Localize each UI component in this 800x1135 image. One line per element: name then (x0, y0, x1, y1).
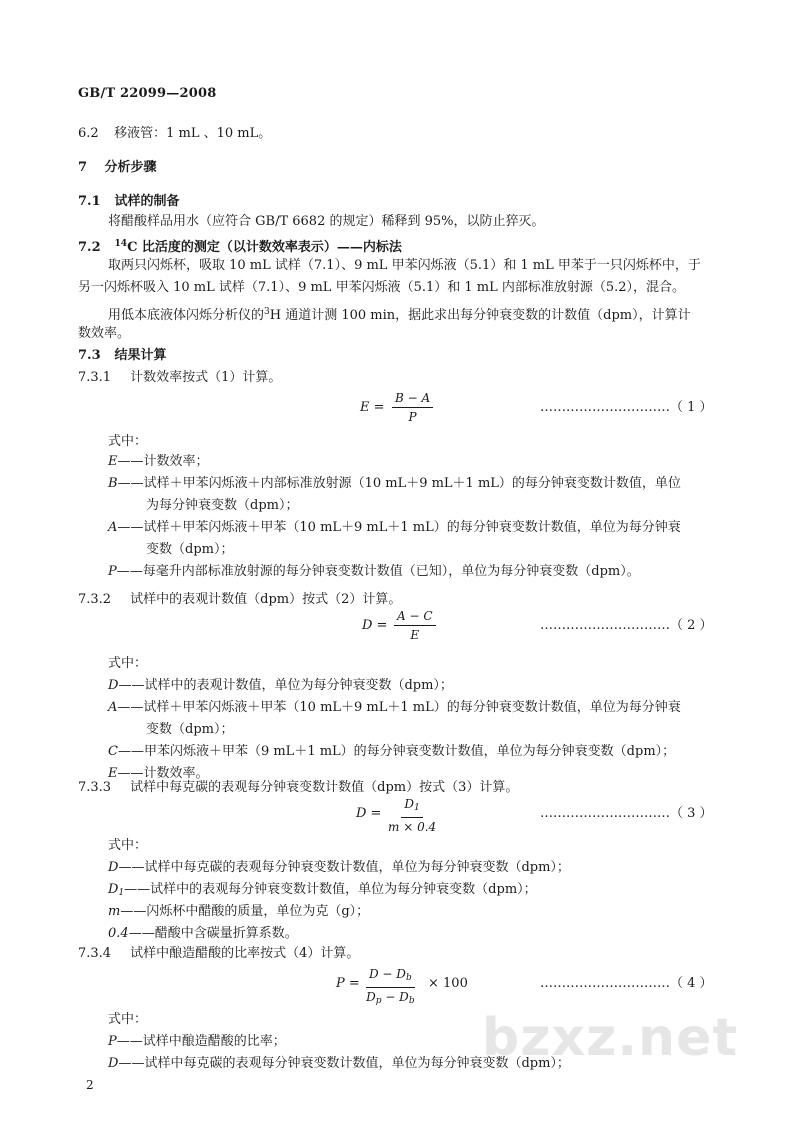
denominator-subscript: p (375, 996, 382, 1006)
numerator: B − A (392, 390, 433, 408)
definition-symbol-subscript: 1 (118, 888, 125, 898)
section-text: 计数效率按式（1）计算。 (130, 370, 282, 385)
denominator: m × 0.4 (388, 820, 437, 834)
definition-item (108, 474, 681, 494)
equation-4 (0, 962, 800, 1006)
definition-text: 计数效率； (143, 454, 209, 469)
definition-symbol: E (108, 454, 118, 469)
definition-text: 试样中的表观每分钟衰变数计数值，单位为每分钟衰变数（dpm）； (150, 882, 537, 897)
denominator-subscript: b (408, 996, 415, 1006)
section-title: 试样的制备 (114, 194, 180, 209)
text-run: 用低本底液体闪烁分析仪的 (108, 308, 265, 323)
section-title: 分析步骤 (104, 160, 157, 175)
definition-symbol: C (108, 744, 118, 759)
definition-dash: —— (118, 860, 145, 875)
section-7-1-heading (78, 192, 180, 212)
definition-symbol: P (108, 564, 117, 579)
equation-lhs: E = (360, 400, 385, 415)
section-7-2-para1-line1: 取两只闪烁杯，吸取 10 mL 试样（7.1）、9 mL 甲苯闪烁液（5.1）和 1 mL 甲苯于一只闪烁杯中，于 (108, 258, 701, 273)
isotope-superscript: 3 (264, 307, 270, 317)
section-number: 6.2 (78, 126, 99, 141)
numerator-text: D − D (369, 967, 406, 981)
denominator-text: − D (381, 990, 409, 1004)
definition-dash: —— (117, 744, 144, 759)
section-7-3-heading (78, 346, 167, 366)
section-7-3-1 (78, 368, 281, 388)
numerator: A − C (394, 608, 436, 626)
definition-text: 醋酸中含碳量折算系数。 (154, 926, 298, 941)
section-7-2-para2-line1 (108, 302, 691, 326)
definition-text: 变数（dpm）； (146, 722, 234, 737)
equation-lhs: D = (362, 618, 388, 633)
standard-code-header: GB/T 22099—2008 (78, 86, 217, 101)
definition-text: 试样中的表观计数值，单位为每分钟衰变数（dpm）； (144, 678, 453, 693)
definition-text: 变数（dpm）； (146, 542, 234, 557)
section-number: 7 (78, 160, 88, 175)
section-number: 7.3 (78, 348, 101, 363)
page-number: 2 (86, 1078, 94, 1092)
section-number: 7.3.2 (78, 592, 112, 607)
definition-text: 试样＋甲苯闪烁液＋内部标准放射源（10 mL＋9 mL＋1 mL）的每分钟衰变数计数值，单位 (143, 476, 681, 491)
section-title: 结果计算 (114, 348, 167, 363)
section-7-2-para1-line2: 另一闪烁杯吸入 10 mL 试样（7.1）、9 mL 甲苯闪烁液（5.1）和 1 mL 内部标准放射源（5.2），混合。 (78, 280, 686, 295)
definition-dash: —— (124, 882, 151, 897)
definition-text: 试样中每克碳的表观每分钟衰变数计数值，单位为每分钟衰变数（dpm）； (144, 1056, 570, 1071)
definition-dash: —— (120, 904, 147, 919)
equation-number: …………………………（ 4 ） (540, 976, 713, 991)
section-number: 7.2 (78, 240, 101, 255)
section-6-2 (78, 124, 271, 144)
definition-item (146, 720, 233, 740)
denominator (366, 988, 414, 1009)
definition-symbol: m (108, 904, 121, 919)
where-label: 式中： (108, 434, 148, 449)
text-run: H 通道计测 100 min，据此求出每分钟衰变数的计数值（dpm），计算计 (269, 308, 691, 323)
definition-symbol: A (108, 520, 118, 535)
equation-fraction (394, 608, 436, 643)
denominator-text: D (366, 990, 376, 1004)
definition-text: 甲苯闪烁液＋甲苯（9 mL＋1 mL）的每分钟衰变数计数值，单位为每分钟衰变数（dpm）； (143, 744, 676, 759)
definition-item (146, 540, 233, 560)
equation-3 (0, 794, 800, 838)
where-label: 式中： (108, 656, 148, 671)
section-7-heading (78, 158, 157, 178)
denominator: E (410, 628, 420, 642)
definition-symbol: D (108, 1056, 119, 1071)
definition-item (108, 902, 369, 922)
definition-symbol: E (108, 766, 118, 781)
definition-text: 闪烁杯中醋酸的质量，单位为克（g）； (146, 904, 370, 919)
definition-symbol: D (108, 678, 119, 693)
definition-text: 每毫升内部标准放射源的每分钟衰变数计数值（已知），单位为每分钟衰变数（dpm）。 (142, 564, 640, 579)
definition-item (108, 452, 209, 472)
numerator-subscript: 1 (414, 803, 420, 813)
definition-item (146, 496, 298, 516)
definition-dash: —— (116, 564, 143, 579)
definition-dash: —— (118, 1056, 145, 1071)
where-label: 式中： (108, 1012, 148, 1027)
section-7-3-4 (78, 944, 359, 964)
definition-dash: —— (117, 454, 144, 469)
definition-item (108, 924, 298, 944)
definition-item (108, 698, 681, 718)
definition-dash: —— (117, 476, 144, 491)
where-label: 式中： (108, 838, 148, 853)
definition-dash: —— (116, 1034, 143, 1049)
watermark-logo: bzxz.net (482, 1008, 739, 1068)
section-number: 7.3.4 (78, 946, 112, 961)
definition-symbol: D (108, 882, 119, 897)
section-text: 试样中的表观计数值（dpm）按式（2）计算。 (130, 592, 402, 607)
equation-fraction (388, 796, 436, 835)
section-number: 7.1 (78, 194, 101, 209)
definition-symbol: 0.4 (108, 926, 129, 941)
definition-item (108, 518, 681, 538)
definition-symbol: P (108, 1034, 117, 1049)
isotope-superscript: 14 (114, 239, 128, 249)
numerator (401, 796, 422, 818)
definition-item (108, 562, 640, 582)
section-title: C 比活度的测定（以计数效率表示）——内标法 (127, 240, 402, 255)
section-text: 试样中每克碳的表观每分钟衰变数计数值（dpm）按式（3）计算。 (130, 780, 519, 795)
equation-number: …………………………（ 3 ） (540, 806, 713, 821)
definition-text: 试样中每克碳的表观每分钟衰变数计数值，单位为每分钟衰变数（dpm）； (144, 860, 570, 875)
definition-text: 试样中酿造醋酸的比率； (142, 1034, 286, 1049)
definition-symbol: A (108, 700, 118, 715)
definition-text: 试样＋甲苯闪烁液＋甲苯（10 mL＋9 mL＋1 mL）的每分钟衰变数计数值，单位为每分钟衰 (143, 520, 681, 535)
equation-number: …………………………（ 1 ） (540, 400, 713, 415)
definition-dash: —— (117, 766, 144, 781)
equation-1 (0, 388, 800, 432)
definition-symbol: B (108, 476, 118, 491)
equation-lhs: D = (356, 806, 382, 821)
numerator-subscript: b (405, 973, 412, 983)
definition-item (108, 858, 570, 878)
section-7-2-para2-line2: 数效率。 (78, 326, 131, 341)
definition-item (108, 742, 675, 762)
definition-dash: —— (117, 700, 144, 715)
definition-symbol: D (108, 860, 119, 875)
definition-text: 计数效率。 (143, 766, 209, 781)
denominator: P (408, 410, 417, 424)
definition-item (108, 1032, 286, 1052)
section-number: 7.3.1 (78, 370, 112, 385)
definition-dash: —— (128, 926, 155, 941)
definition-dash: —— (117, 520, 144, 535)
section-text: 试样中酿造醋酸的比率按式（4）计算。 (130, 946, 360, 961)
equation-number: …………………………（ 2 ） (540, 618, 713, 633)
section-number: 7.3.3 (78, 780, 112, 795)
equation-fraction (366, 966, 415, 1009)
definition-text: 为每分钟衰变数（dpm）； (146, 498, 299, 513)
section-text: 移液管：1 mL 、10 mL。 (114, 126, 272, 141)
equation-lhs: P = (336, 976, 360, 991)
equation-multiplier: × 100 (428, 976, 468, 991)
definition-item (108, 880, 537, 903)
definition-text: 试样＋甲苯闪烁液＋甲苯（10 mL＋9 mL＋1 mL）的每分钟衰变数计数值，单位为每分钟衰 (143, 700, 681, 715)
numerator (366, 966, 415, 988)
definition-item (108, 676, 453, 696)
section-7-2-heading (78, 234, 402, 258)
section-7-1-body: 将醋酸样品用水（应符合 GB/T 6682 的规定）稀释到 95%，以防止猝灭。 (108, 214, 545, 229)
numerator-symbol: D (404, 797, 415, 811)
definition-dash: —— (118, 678, 145, 693)
equation-2 (0, 604, 800, 648)
equation-fraction (392, 390, 433, 425)
